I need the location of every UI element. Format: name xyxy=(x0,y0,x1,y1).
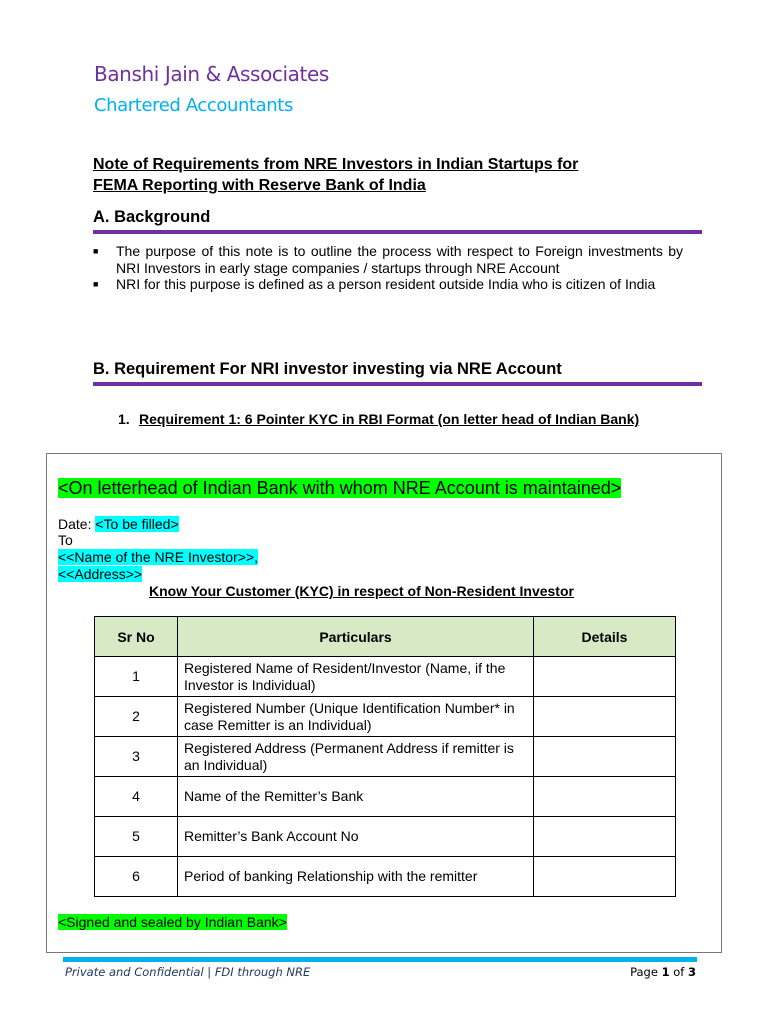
bullet-square-icon: ■ xyxy=(93,279,99,289)
sr-cell: 1 xyxy=(95,657,178,697)
requirement-1 xyxy=(118,411,658,427)
column-header-particulars: Particulars xyxy=(178,617,534,657)
table-row xyxy=(95,737,676,777)
firm-subtitle: Chartered Accountants xyxy=(94,95,293,116)
particular-cell: Registered Number (Unique Identification Number* in case Remitter is an Individual) xyxy=(178,697,534,737)
date-line xyxy=(58,516,179,533)
detail-cell xyxy=(534,657,676,697)
particular-cell: Registered Name of Resident/Investor (Name, if the Investor is Individual) xyxy=(178,657,534,697)
bullet-text: NRI for this purpose is defined as a person resident outside India who is citizen of India xyxy=(116,276,656,292)
page-number: Page 1 of 3 xyxy=(630,965,696,979)
bullet-item xyxy=(93,243,683,276)
column-header-details: Details xyxy=(534,617,676,657)
kyc-title: Know Your Customer (KYC) in respect of Non-Resident Investor xyxy=(149,583,574,599)
sr-cell: 4 xyxy=(95,777,178,817)
section-b-heading: B. Requirement For NRI investor investing via NRE Account xyxy=(93,360,562,378)
section-b-rule xyxy=(93,382,702,386)
to-line: To xyxy=(58,532,73,548)
requirement-number: 1. xyxy=(118,411,130,427)
section-a-rule xyxy=(93,230,702,234)
detail-cell xyxy=(534,817,676,857)
requirement-text: Requirement 1: 6 Pointer KYC in RBI Format (on letter head of Indian Bank) xyxy=(139,411,640,427)
column-header-sr-no: Sr No xyxy=(95,617,178,657)
address-placeholder: <<Address>> xyxy=(58,566,143,582)
sr-cell: 5 xyxy=(95,817,178,857)
table-row xyxy=(95,697,676,737)
sr-cell: 6 xyxy=(95,857,178,897)
particular-cell: Remitter’s Bank Account No xyxy=(178,817,534,857)
detail-cell xyxy=(534,777,676,817)
table-row xyxy=(95,817,676,857)
detail-cell xyxy=(534,857,676,897)
sr-cell: 3 xyxy=(95,737,178,777)
table-row xyxy=(95,657,676,697)
detail-cell xyxy=(534,697,676,737)
particular-cell: Name of the Remitter’s Bank xyxy=(178,777,534,817)
particular-cell: Period of banking Relationship with the remitter xyxy=(178,857,534,897)
document-title-line-2: FEMA Reporting with Reserve Bank of India xyxy=(93,177,426,194)
signed-placeholder: <Signed and sealed by Indian Bank> xyxy=(58,914,287,930)
table-row xyxy=(95,857,676,897)
firm-name: Banshi Jain & Associates xyxy=(94,62,329,86)
footer-text: Private and Confidential | FDI through NRE xyxy=(65,965,311,979)
background-bullet-list xyxy=(93,243,683,293)
bullet-item xyxy=(93,276,683,293)
bullet-text: The purpose of this note is to outline the process with respect to Foreign investments by NRI Investors in early stage companies / startups through NRE Account xyxy=(116,243,683,276)
footer-rule xyxy=(63,957,697,962)
document-title-line-1: Note of Requirements from NRE Investors in Indian Startups for xyxy=(93,156,579,173)
page-total: 3 xyxy=(687,965,696,979)
particular-cell: Registered Address (Permanent Address if remitter is an Individual) xyxy=(178,737,534,777)
document-title xyxy=(93,154,683,196)
page-current: 1 xyxy=(661,965,670,979)
section-a-heading: A. Background xyxy=(93,208,211,226)
date-value: <To be filled> xyxy=(95,516,179,532)
sr-cell: 2 xyxy=(95,697,178,737)
detail-cell xyxy=(534,737,676,777)
kyc-table xyxy=(94,616,676,897)
table-row xyxy=(95,777,676,817)
bullet-square-icon: ■ xyxy=(93,246,99,256)
date-label: Date: xyxy=(58,516,96,532)
letterhead-placeholder: <On letterhead of Indian Bank with whom NRE Account is maintained> xyxy=(58,478,622,498)
investor-name-placeholder: <<Name of the NRE Investor>>, xyxy=(58,549,258,565)
table-header-row xyxy=(95,617,676,657)
